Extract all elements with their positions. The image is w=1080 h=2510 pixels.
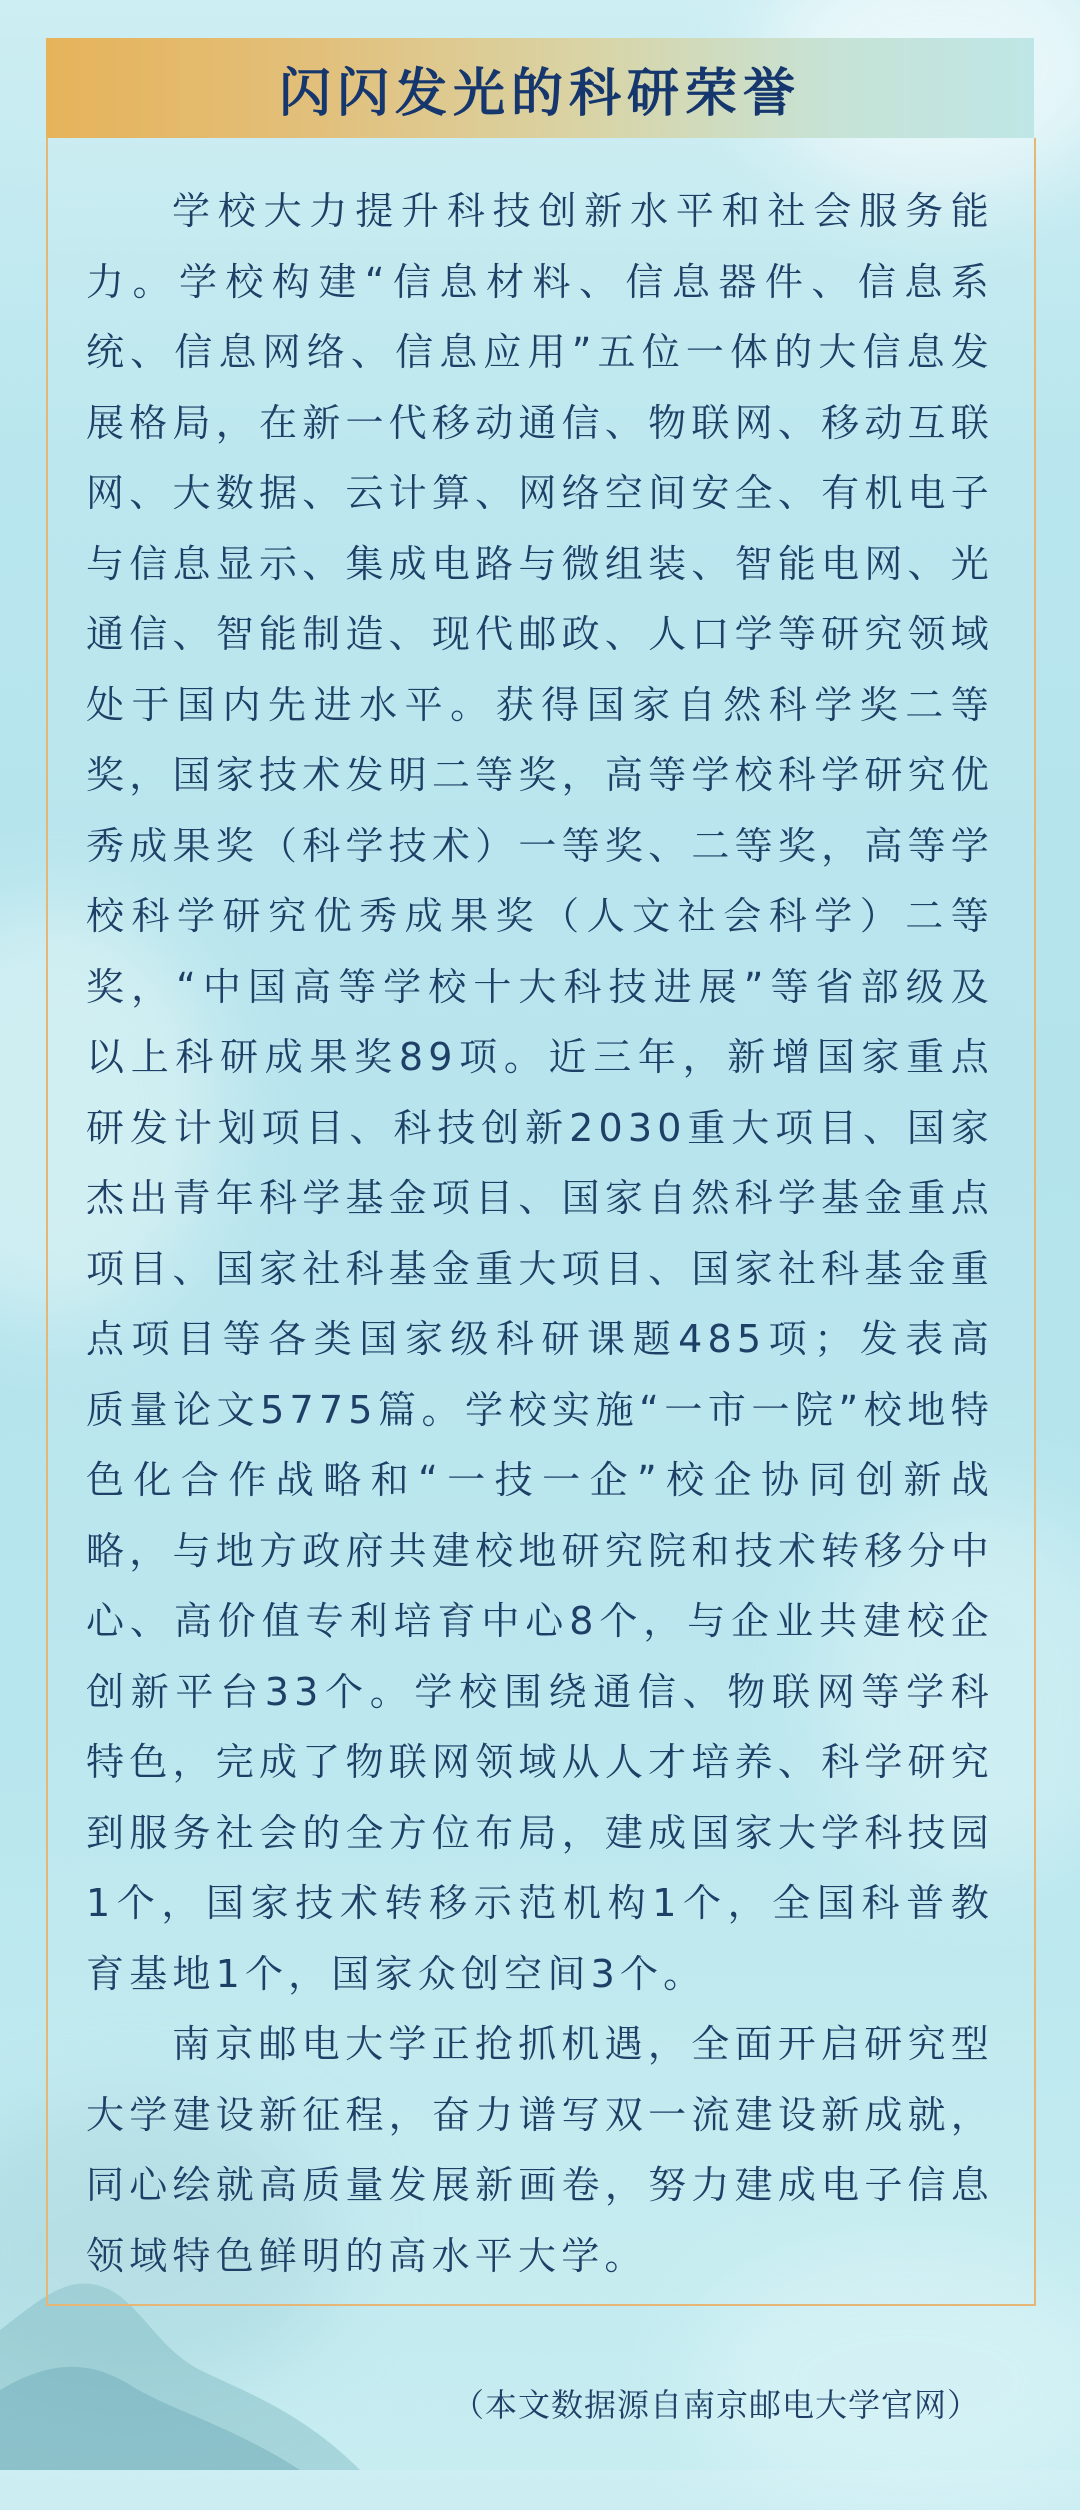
paragraph: 学校大力提升科技创新水平和社会服务能力。学校构建“信息材料、信息器件、信息系统、信息网络、信息应用”五位一体的大信息发展格局，在新一代移动通信、物联网、移动互联网、大数据、云计算、网络空间安全、有机电子与信息显示、集成电路与微组装、智能电网、光通信、智能制造、现代邮政、人口学等研究领域处于国内先进水平。获得国家自然科学奖二等奖，国家技术发明二等奖，高等学校科学研究优秀成果奖（科学技术）一等奖、二等奖，高等学校科学研究优秀成果奖（人文社会科学）二等奖，“中国高等学校十大科技进展”等省部级及以上科研成果奖89项。近三年，新增国家重点研发计划项目、科技创新2030重大项目、国家杰出青年科学基金项目、国家自然科学基金重点项目、国家社科基金重大项目、国家社科基金重点项目等各类国家级科研课题485项；发表高质量论文5775篇。学校实施“一市一院”校地特色化合作战略和“一技一企”校企协同创新战略，与地方政府共建校地研究院和技术转移分中心、高价值专利培育中心8个，与企业共建校企创新平台33个。学校围绕通信、物联网等学科特色，完成了物联网领域从人才培养、科学研究到服务社会的全方位布局，建成国家大学科技园1个，国家技术转移示范机构1个，全国科普教育基地1个，国家众创空间3个。 xyxy=(86,189,994,1996)
article-body xyxy=(86,176,994,2291)
source-note: （本文数据源自南京邮电大学官网） xyxy=(451,2386,980,2424)
title-banner xyxy=(46,38,1034,138)
paragraph: 南京邮电大学正抢抓机遇，全面开启研究型大学建设新征程，奋力谱写双一流建设新成就，同心绘就高质量发展新画卷，努力建成电子信息领域特色鲜明的高水平大学。 xyxy=(86,2022,994,2278)
page-title: 闪闪发光的科研荣誉 xyxy=(278,63,801,124)
